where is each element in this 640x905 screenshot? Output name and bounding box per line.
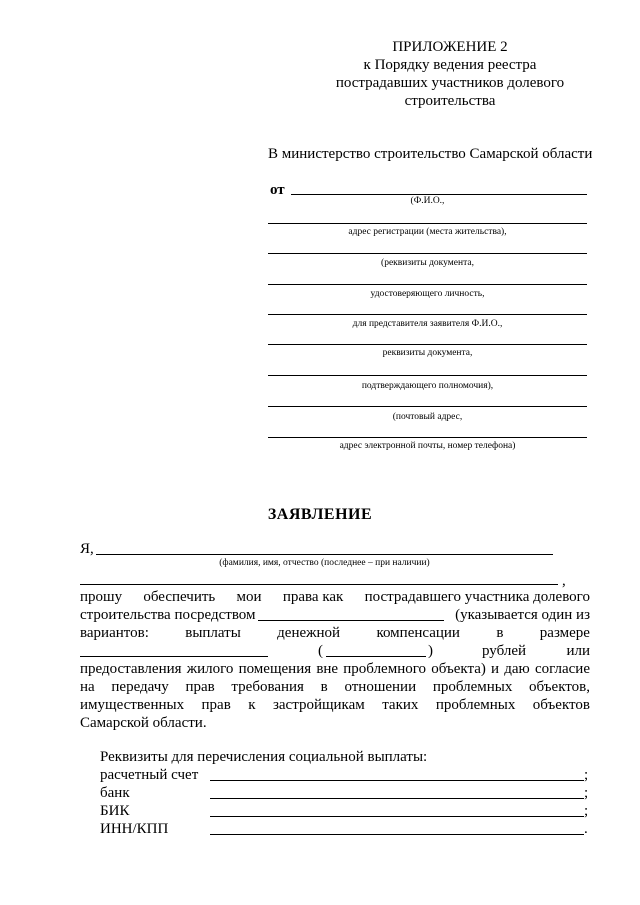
line2-end: (указывается один из — [455, 607, 590, 623]
word: в — [496, 625, 504, 641]
appendix-line-2: к Порядку ведения реестра — [363, 57, 537, 73]
from-label: от — [270, 182, 285, 198]
sender-name-line[interactable] — [291, 194, 587, 195]
i-label: Я, — [80, 541, 94, 557]
statement-line-3 — [80, 624, 590, 642]
bik-end: ; — [584, 803, 589, 819]
bik-line[interactable] — [210, 816, 584, 817]
word: денежной — [277, 625, 341, 641]
statement-line-7: имущественных прав к застройщикам таких проблемных объектов — [80, 697, 590, 713]
bank-line[interactable] — [210, 798, 584, 799]
statement-title: ЗАЯВЛЕНИЕ — [267, 506, 373, 523]
word: выплаты — [185, 625, 241, 641]
inn-kpp-end: . — [584, 821, 588, 837]
statement-line-4 — [80, 642, 590, 660]
appendix-line-4: строительства — [404, 93, 496, 109]
statement-line-1 — [80, 588, 590, 606]
applicant-name-caption: (фамилия, имя, отчество (последнее – при наличии) — [219, 558, 430, 568]
word: мои — [236, 589, 262, 605]
sender-caption-authority: подтверждающего полномочия), — [361, 381, 494, 391]
payment-method-line[interactable] — [258, 620, 444, 621]
statement-line-5: предоставления жилого помещения вне проблемного объекта) и даю согласие — [80, 661, 590, 677]
amount-words-line[interactable] — [326, 656, 426, 657]
requisites-title: Реквизиты для перечисления социальной выплаты: — [100, 749, 428, 765]
bik-label: БИК — [100, 803, 130, 819]
bank-label: банк — [100, 785, 130, 801]
statement-line-2 — [80, 606, 590, 624]
word: прошу — [80, 589, 123, 605]
account-end: ; — [584, 767, 589, 783]
inn-kpp-line[interactable] — [210, 834, 584, 835]
bank-end: ; — [584, 785, 589, 801]
sender-field-line-6[interactable] — [268, 375, 587, 376]
rubles-word: рублей — [482, 643, 527, 659]
appendix-line-3: пострадавших участников долевого — [335, 75, 565, 91]
name-comma: , — [562, 573, 566, 589]
sender-field-line-8[interactable] — [268, 437, 587, 438]
sender-caption-identity: удостоверяющего личность, — [370, 289, 485, 299]
paren-open: ( — [318, 643, 323, 659]
word: обеспечить — [143, 589, 216, 605]
appendix-title: ПРИЛОЖЕНИЕ 2 — [392, 39, 508, 55]
amount-digits-line[interactable] — [80, 656, 268, 657]
sender-caption-address: адрес регистрации (места жительства), — [348, 227, 507, 237]
sender-caption-contacts: адрес электронной почты, номер телефона) — [339, 441, 516, 451]
sender-field-line-1[interactable] — [268, 223, 587, 224]
account-label: расчетный счет — [100, 767, 199, 783]
or-word: или — [566, 643, 590, 659]
applicant-name-continuation-line[interactable] — [80, 584, 558, 585]
sender-field-line-2[interactable] — [268, 253, 587, 254]
sender-caption-postal: (почтовый адрес, — [392, 412, 463, 422]
paren-close: ) — [428, 643, 433, 659]
sender-caption-representative: для представителя заявителя Ф.И.О., — [352, 319, 503, 329]
sender-field-line-4[interactable] — [268, 314, 587, 315]
applicant-name-line[interactable] — [96, 554, 553, 555]
word: вариантов: — [80, 625, 149, 641]
sender-field-line-5[interactable] — [268, 344, 587, 345]
word: пострадавшего участника долевого — [364, 589, 590, 605]
statement-line-6: на передачу прав требования в отношении проблемных объектов, — [80, 679, 590, 695]
line2-start: строительства посредством — [80, 607, 256, 623]
sender-caption-rep-doc: реквизиты документа, — [382, 348, 473, 358]
sender-field-line-7[interactable] — [268, 406, 587, 407]
addressee: В министерство строительство Самарской области — [268, 146, 593, 162]
word: права как — [282, 589, 344, 605]
inn-kpp-label: ИНН/КПП — [100, 821, 169, 837]
sender-caption-doc: (реквизиты документа, — [381, 258, 474, 268]
word: размере — [539, 625, 590, 641]
account-line[interactable] — [210, 780, 584, 781]
sender-field-line-3[interactable] — [268, 284, 587, 285]
statement-line-8: Самарской области. — [80, 715, 207, 731]
word: компенсации — [376, 625, 460, 641]
sender-caption-fio: (Ф.И.О., — [410, 196, 445, 206]
